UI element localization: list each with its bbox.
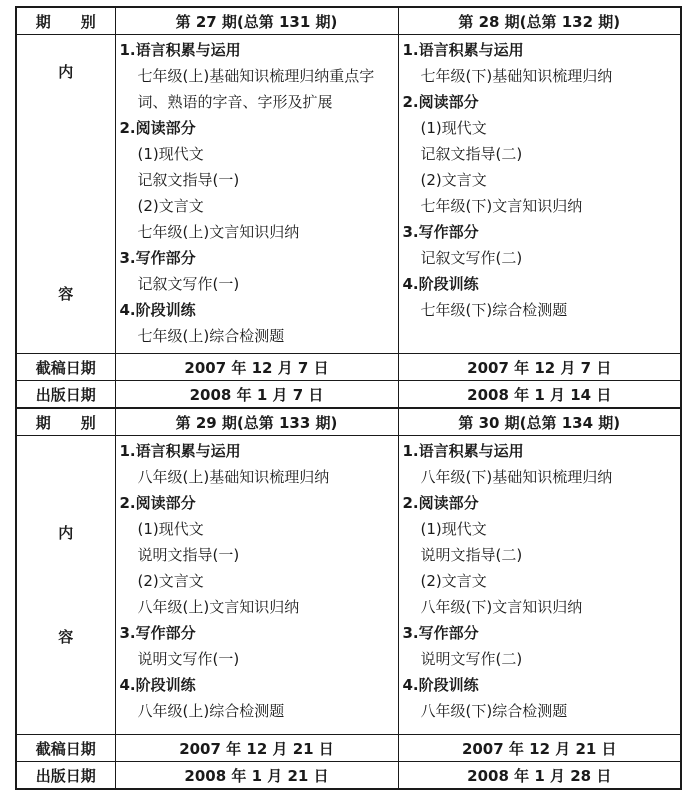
period-row bbox=[16, 408, 681, 436]
issue-content bbox=[398, 436, 681, 735]
content-label-bottom: 容 bbox=[58, 628, 74, 646]
content-item: (2)文言文 bbox=[137, 197, 204, 215]
content-item: 说明文写作(二) bbox=[420, 650, 523, 668]
content-item: 说明文指导(一) bbox=[137, 546, 240, 564]
section-heading: 4.阶段训练 bbox=[119, 676, 196, 694]
section-heading: 2.阅读部分 bbox=[119, 494, 196, 512]
section-heading: 4.阶段训练 bbox=[402, 676, 479, 694]
publish-label: 出版日期 bbox=[16, 381, 115, 409]
content-item: (1)现代文 bbox=[420, 520, 487, 538]
section-heading: 1.语言积累与运用 bbox=[402, 41, 524, 59]
content-item: 八年级(下)综合检测题 bbox=[420, 702, 568, 720]
issue-title: 第 30 期(总第 134 期) bbox=[398, 408, 681, 436]
content-item: (1)现代文 bbox=[420, 119, 487, 137]
publish-label: 出版日期 bbox=[16, 762, 115, 790]
section-heading: 2.阅读部分 bbox=[402, 93, 479, 111]
issue-content bbox=[115, 436, 398, 735]
publish-row bbox=[16, 762, 681, 790]
schedule-table bbox=[15, 6, 682, 790]
content-item: 八年级(上)文言知识归纳 bbox=[137, 598, 300, 616]
issue-title: 第 29 期(总第 133 期) bbox=[115, 408, 398, 436]
publish-date: 2008 年 1 月 28 日 bbox=[398, 762, 681, 790]
deadline-date: 2007 年 12 月 21 日 bbox=[398, 735, 681, 762]
period-label: 期 别 bbox=[16, 7, 115, 35]
publish-date: 2008 年 1 月 14 日 bbox=[398, 381, 681, 409]
issue-title: 第 28 期(总第 132 期) bbox=[398, 7, 681, 35]
issue-content bbox=[115, 35, 398, 354]
content-item: 七年级(下)基础知识梳理归纳 bbox=[420, 67, 613, 85]
content-item: (1)现代文 bbox=[137, 145, 204, 163]
content-item: 记叙文指导(一) bbox=[137, 171, 240, 189]
section-heading: 2.阅读部分 bbox=[119, 119, 196, 137]
deadline-label: 截稿日期 bbox=[16, 735, 115, 762]
section-heading: 2.阅读部分 bbox=[402, 494, 479, 512]
publish-date: 2008 年 1 月 21 日 bbox=[115, 762, 398, 790]
content-label-cell bbox=[16, 436, 115, 735]
issue-content bbox=[398, 35, 681, 354]
content-row bbox=[16, 35, 681, 354]
content-item: 八年级(下)基础知识梳理归纳 bbox=[420, 468, 613, 486]
period-label: 期 别 bbox=[16, 408, 115, 436]
publish-date: 2008 年 1 月 7 日 bbox=[115, 381, 398, 409]
issue-title: 第 27 期(总第 131 期) bbox=[115, 7, 398, 35]
content-item: 记叙文指导(二) bbox=[420, 145, 523, 163]
deadline-label: 截稿日期 bbox=[16, 354, 115, 381]
deadline-date: 2007 年 12 月 7 日 bbox=[115, 354, 398, 381]
content-item: 七年级(上)文言知识归纳 bbox=[137, 223, 300, 241]
content-item: 记叙文写作(一) bbox=[137, 275, 240, 293]
content-item: 八年级(下)文言知识归纳 bbox=[420, 598, 583, 616]
content-item: 七年级(上)基础知识梳理归纳重点字词、熟语的字音、字形及扩展 bbox=[137, 67, 375, 111]
content-item: 说明文指导(二) bbox=[420, 546, 523, 564]
content-item: 记叙文写作(二) bbox=[420, 249, 523, 267]
content-item: 八年级(上)综合检测题 bbox=[137, 702, 285, 720]
content-item: 七年级(下)综合检测题 bbox=[420, 301, 568, 319]
deadline-date: 2007 年 12 月 7 日 bbox=[398, 354, 681, 381]
section-heading: 3.写作部分 bbox=[402, 624, 479, 642]
publish-row bbox=[16, 381, 681, 409]
section-heading: 3.写作部分 bbox=[119, 624, 196, 642]
section-heading: 1.语言积累与运用 bbox=[119, 41, 241, 59]
content-label-top: 内 bbox=[58, 63, 74, 81]
content-label-top: 内 bbox=[58, 524, 74, 542]
content-item: 八年级(上)基础知识梳理归纳 bbox=[137, 468, 330, 486]
section-heading: 4.阶段训练 bbox=[119, 301, 196, 319]
section-heading: 3.写作部分 bbox=[119, 249, 196, 267]
period-row bbox=[16, 7, 681, 35]
content-row bbox=[16, 436, 681, 735]
content-item: (2)文言文 bbox=[137, 572, 204, 590]
deadline-date: 2007 年 12 月 21 日 bbox=[115, 735, 398, 762]
content-label-bottom: 容 bbox=[58, 285, 74, 303]
content-label-cell bbox=[16, 35, 115, 354]
section-heading: 1.语言积累与运用 bbox=[402, 442, 524, 460]
section-heading: 4.阶段训练 bbox=[402, 275, 479, 293]
deadline-row bbox=[16, 735, 681, 762]
content-item: 七年级(下)文言知识归纳 bbox=[420, 197, 583, 215]
section-heading: 3.写作部分 bbox=[402, 223, 479, 241]
content-item: (2)文言文 bbox=[420, 171, 487, 189]
section-heading: 1.语言积累与运用 bbox=[119, 442, 241, 460]
content-item: 说明文写作(一) bbox=[137, 650, 240, 668]
content-item: 七年级(上)综合检测题 bbox=[137, 327, 285, 345]
content-item: (2)文言文 bbox=[420, 572, 487, 590]
content-item: (1)现代文 bbox=[137, 520, 204, 538]
deadline-row bbox=[16, 354, 681, 381]
